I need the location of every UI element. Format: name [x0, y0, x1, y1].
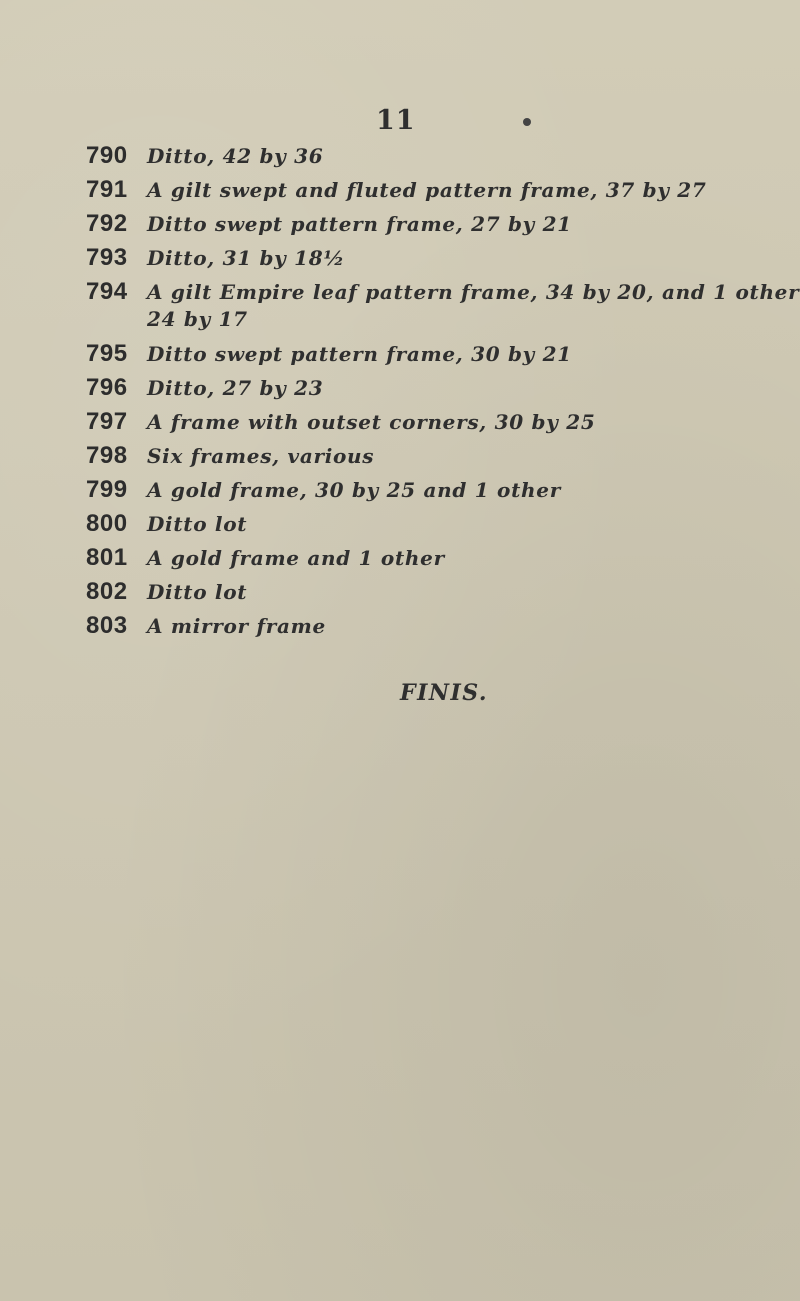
- lot-description: Ditto swept pattern frame, 27 by 21: [147, 212, 572, 236]
- lot-number: 790: [86, 142, 128, 169]
- lot-description: A gilt swept and fluted pattern frame, 37 by 27: [147, 178, 707, 202]
- lot-entry: [0, 276, 800, 338]
- lot-description: Ditto lot: [147, 512, 248, 536]
- lot-description: Ditto, 31 by 18½: [147, 246, 345, 270]
- lot-number: 803: [86, 612, 128, 639]
- lot-number: 791: [86, 176, 128, 203]
- lot-entry: [0, 372, 800, 406]
- lot-description: A gilt Empire leaf pattern frame, 34 by 20, and 1 other: [147, 280, 800, 304]
- lot-description: Ditto lot: [147, 580, 248, 604]
- lot-number: 799: [86, 476, 128, 503]
- lot-description-continuation: 24 by 17: [147, 307, 248, 331]
- lot-entry: [0, 440, 800, 474]
- lot-entry: [0, 406, 800, 440]
- lot-entry: [0, 474, 800, 508]
- lot-number: 795: [86, 340, 128, 367]
- lot-description: A gold frame and 1 other: [147, 546, 445, 570]
- lot-entry: [0, 542, 800, 576]
- lot-description: A frame with outset corners, 30 by 25: [147, 410, 596, 434]
- ink-dot: [523, 118, 531, 126]
- lot-entry: [0, 338, 800, 372]
- finis-text: FINIS.: [400, 680, 489, 706]
- lot-entry: [0, 208, 800, 242]
- lot-number: 792: [86, 210, 128, 237]
- lot-number: 797: [86, 408, 128, 435]
- lot-entry: [0, 610, 800, 644]
- lot-number: 796: [86, 374, 128, 401]
- page-number: 11: [376, 105, 416, 136]
- lot-description: A mirror frame: [147, 614, 326, 638]
- lot-description: Ditto swept pattern frame, 30 by 21: [147, 342, 572, 366]
- lot-number: 794: [86, 278, 128, 305]
- lot-description: Ditto, 42 by 36: [147, 144, 324, 168]
- lot-number: 802: [86, 578, 128, 605]
- lot-description: Ditto, 27 by 23: [147, 376, 324, 400]
- lot-number: 793: [86, 244, 128, 271]
- lot-number: 798: [86, 442, 128, 469]
- lot-entry: [0, 174, 800, 208]
- lot-number: 801: [86, 544, 128, 571]
- lot-number: 800: [86, 510, 128, 537]
- lot-entry: [0, 508, 800, 542]
- lot-entry: [0, 140, 800, 174]
- lot-entry: [0, 576, 800, 610]
- lot-entry: [0, 242, 800, 276]
- lot-description: Six frames, various: [147, 444, 375, 468]
- lot-description: A gold frame, 30 by 25 and 1 other: [147, 478, 561, 502]
